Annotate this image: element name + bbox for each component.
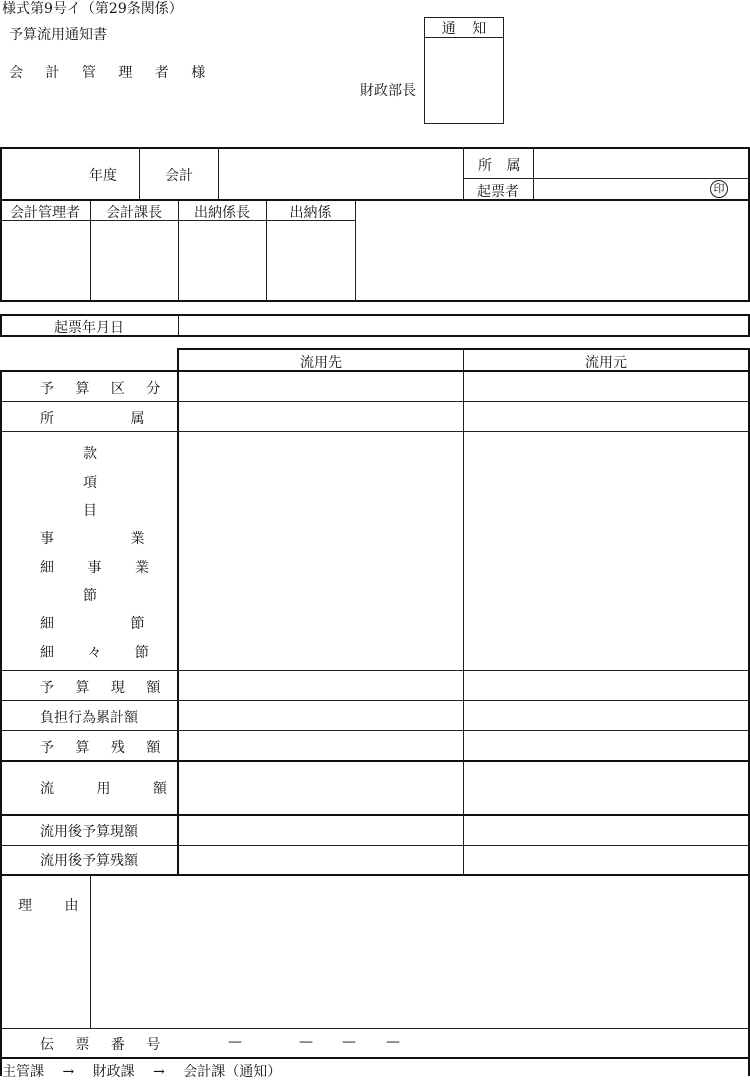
saisaisetsu-label: 細 々 節 xyxy=(40,645,149,661)
setsu-label: 節 xyxy=(83,588,97,604)
draft-date-label: 起票年月日 xyxy=(54,320,124,336)
addressee: 会 計 管 理 者 様 xyxy=(9,65,206,81)
slip-number-label: 伝 票 番 号 xyxy=(40,1037,161,1053)
fiscal-year-label: 年度 xyxy=(89,168,117,184)
after-remaining-budget-label: 流用後予算残額 xyxy=(40,853,138,869)
saisetsu-label: 細 節 xyxy=(40,616,145,632)
transfer-amount-label: 流 用 額 xyxy=(40,781,167,797)
affiliation-label: 所 属 xyxy=(478,158,521,174)
kan-label: 款 xyxy=(83,446,97,462)
approver-label: 出納係 xyxy=(289,205,332,221)
approver-label: 出納係長 xyxy=(194,205,250,221)
budget-class-label: 予 算 区 分 xyxy=(40,381,161,397)
remaining-budget-label: 予 算 残 額 xyxy=(40,740,161,756)
seal-mark: 印 xyxy=(710,180,728,198)
after-current-budget-label: 流用後予算現額 xyxy=(40,824,138,840)
current-budget-label: 予 算 現 額 xyxy=(40,680,161,696)
approver-label: 会計管理者 xyxy=(10,205,80,221)
slip-dash: — xyxy=(299,1034,313,1050)
column-header-source: 流用元 xyxy=(585,355,627,371)
saijigyou-label: 細 事 業 xyxy=(40,560,149,576)
form-title: 予算流用通知書 xyxy=(9,27,107,43)
reason-label: 理 由 xyxy=(18,898,79,914)
kou-label: 項 xyxy=(83,475,97,491)
cumulative-burden-label: 負担行為累計額 xyxy=(40,710,138,726)
moku-label: 目 xyxy=(83,503,97,519)
slip-dash: — xyxy=(228,1034,242,1050)
approver-label: 会計課長 xyxy=(106,205,162,221)
column-header-destination: 流用先 xyxy=(300,355,342,371)
notice-label: 通 知 xyxy=(441,21,487,37)
slip-dash: — xyxy=(386,1034,400,1050)
drafter-label: 起票者 xyxy=(477,184,519,200)
form-number: 様式第9号イ（第29条関係） xyxy=(2,1,183,17)
routing-footer: 主管課 → 財政課 → 会計課（通知） xyxy=(2,1064,282,1080)
sender-title: 財政部長 xyxy=(360,83,416,99)
slip-dash: — xyxy=(342,1034,356,1050)
affiliation-row-label: 所 属 xyxy=(40,411,145,427)
account-label: 会計 xyxy=(165,168,193,184)
jigyou-label: 事 業 xyxy=(40,531,145,547)
